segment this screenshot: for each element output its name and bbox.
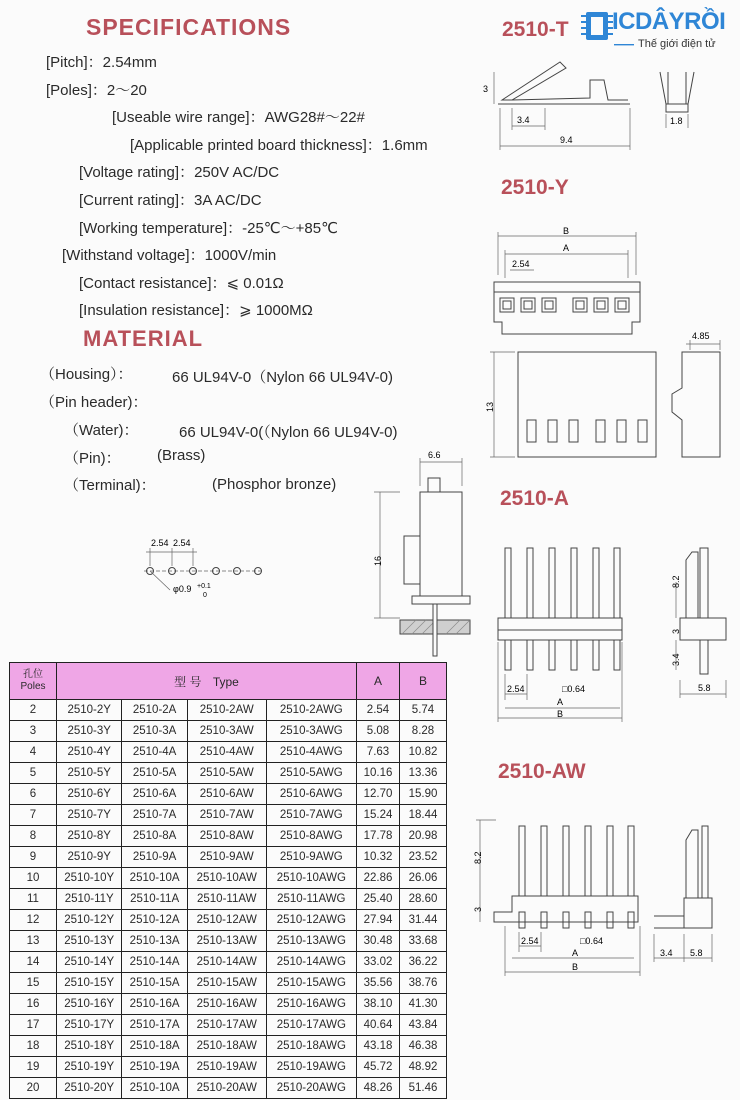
table-cell: 2510-19Y <box>57 1057 122 1078</box>
col-b: B <box>400 663 447 700</box>
table-cell: 2510-11A <box>122 889 187 910</box>
spec-poles: [Poles]：2～20 <box>46 82 147 99</box>
material-pin-header-label: （Pin header)： <box>40 394 148 411</box>
table-cell: 2510-11Y <box>57 889 122 910</box>
table-row <box>10 1036 447 1057</box>
table-cell: 22.86 <box>357 868 400 889</box>
table-cell: 2510-9AW <box>187 847 266 868</box>
t-dim-1-8: 1.8 <box>670 116 683 126</box>
table-cell: 2510-3Y <box>57 721 122 742</box>
table-cell: 35.56 <box>357 973 400 994</box>
table-cell: 2510-12Y <box>57 910 122 931</box>
table-cell: 10.82 <box>400 742 447 763</box>
table-cell: 2510-2AWG <box>266 700 356 721</box>
table-cell: 2510-4AWG <box>266 742 356 763</box>
aw-dim-8-2: 8.2 <box>473 851 483 864</box>
table-cell: 2510-17AWG <box>266 1015 356 1036</box>
y-dim-a: A <box>563 243 570 253</box>
a-dim-2-54: 2.54 <box>507 684 525 694</box>
table-cell: 8.28 <box>400 721 447 742</box>
table-cell: 2510-17AW <box>187 1015 266 1036</box>
table-row <box>10 994 447 1015</box>
table-cell: 10.32 <box>357 847 400 868</box>
table-cell: 5.74 <box>400 700 447 721</box>
table-row <box>10 721 447 742</box>
spec-contact-resistance: [Contact resistance]：⩽ 0.01Ω <box>79 275 284 292</box>
table-cell: 8 <box>10 826 57 847</box>
table-cell: 12 <box>10 910 57 931</box>
table-cell: 2510-12AW <box>187 910 266 931</box>
table-cell: 2510-17A <box>122 1015 187 1036</box>
table-cell: 2510-7AW <box>187 805 266 826</box>
table-cell: 2510-8Y <box>57 826 122 847</box>
table-cell: 18.44 <box>400 805 447 826</box>
aw-dim-3: 3 <box>473 906 483 912</box>
table-cell: 31.44 <box>400 910 447 931</box>
material-terminal-label: （Terminal)： <box>64 477 156 494</box>
table-cell: 2510-14AWG <box>266 952 356 973</box>
material-housing-value: 66 UL94V-0（Nylon 66 UL94V-0) <box>172 369 393 386</box>
table-cell: 2510-10Y <box>57 868 122 889</box>
material-heading: MATERIAL <box>83 326 204 351</box>
table-row <box>10 889 447 910</box>
table-cell: 2510-5Y <box>57 763 122 784</box>
table-cell: 23.52 <box>400 847 447 868</box>
table-cell: 2510-6A <box>122 784 187 805</box>
table-row <box>10 1015 447 1036</box>
table-cell: 2510-17Y <box>57 1015 122 1036</box>
a-dim-3-4: 3.4 <box>671 653 681 666</box>
spec-pitch: [Pitch]：2.54mm <box>46 54 157 71</box>
drawing-2510-aw-front <box>476 820 640 976</box>
hole-dim-2-54-a: 2.54 <box>151 538 169 548</box>
table-cell: 48.92 <box>400 1057 447 1078</box>
table-cell: 15.90 <box>400 784 447 805</box>
table-cell: 2510-6AW <box>187 784 266 805</box>
a-dim-a: A <box>557 697 564 707</box>
table-cell: 2510-18AWG <box>266 1036 356 1057</box>
spec-current-rating: [Current rating]：3A AC/DC <box>79 192 262 209</box>
table-row <box>10 952 447 973</box>
table-cell: 2510-7AWG <box>266 805 356 826</box>
material-water-label: （Water)： <box>64 422 139 439</box>
table-cell: 2510-16AW <box>187 994 266 1015</box>
table-cell: 2510-10AW <box>187 868 266 889</box>
a-dim-8-2: 8.2 <box>671 575 681 588</box>
table-cell: 2510-15AW <box>187 973 266 994</box>
table-cell: 2510-13A <box>122 931 187 952</box>
drawing-2510-a-front <box>498 548 622 722</box>
table-cell: 20.98 <box>400 826 447 847</box>
table-cell: 2510-10AWG <box>266 868 356 889</box>
table-cell: 12.70 <box>357 784 400 805</box>
table-cell: 2510-18A <box>122 1036 187 1057</box>
table-cell: 2.54 <box>357 700 400 721</box>
table-row <box>10 847 447 868</box>
hole-dim-tol-plus: +0.1 <box>197 583 211 590</box>
table-cell: 2510-7A <box>122 805 187 826</box>
logo-tagline: Thế giới điện tử <box>638 38 716 50</box>
col-type-cn: 型 号 <box>174 674 202 689</box>
table-row <box>10 931 447 952</box>
a-dim-3: 3 <box>671 628 681 634</box>
drawing-title-2510-a: 2510-A <box>500 487 569 510</box>
table-cell: 2510-11AW <box>187 889 266 910</box>
table-cell: 2510-14AW <box>187 952 266 973</box>
table-row <box>10 805 447 826</box>
table-cell: 28.60 <box>400 889 447 910</box>
table-cell: 43.18 <box>357 1036 400 1057</box>
table-cell: 2510-8A <box>122 826 187 847</box>
table-cell: 2510-3A <box>122 721 187 742</box>
spec-insulation-resistance: [Insulation resistance]：⩾ 1000MΩ <box>79 302 313 319</box>
table-header-row <box>10 663 447 700</box>
aw-dim-b: B <box>572 962 579 972</box>
table-cell: 2510-19AWG <box>266 1057 356 1078</box>
table-cell: 19 <box>10 1057 57 1078</box>
table-cell: 2 <box>10 700 57 721</box>
specifications-heading: SPECIFICATIONS <box>86 14 292 40</box>
table-cell: 48.26 <box>357 1078 400 1099</box>
table-cell: 2510-16AWG <box>266 994 356 1015</box>
table-row <box>10 742 447 763</box>
a-dim-0-64: □0.64 <box>562 684 585 694</box>
table-cell: 2510-13AW <box>187 931 266 952</box>
table-cell: 2510-14A <box>122 952 187 973</box>
table-cell: 2510-4AW <box>187 742 266 763</box>
y-dim-4-85: 4.85 <box>692 331 710 341</box>
table-cell: 40.64 <box>357 1015 400 1036</box>
table-cell: 2510-5AW <box>187 763 266 784</box>
table-cell: 5 <box>10 763 57 784</box>
col-a: A <box>357 663 400 700</box>
table-cell: 7 <box>10 805 57 826</box>
table-cell: 4 <box>10 742 57 763</box>
table-row <box>10 763 447 784</box>
table-cell: 30.48 <box>357 931 400 952</box>
hole-dim-2-54-b: 2.54 <box>173 538 191 548</box>
table-cell: 2510-7Y <box>57 805 122 826</box>
table-cell: 26.06 <box>400 868 447 889</box>
material-terminal-value: (Phosphor bronze) <box>212 476 337 493</box>
table-cell: 2510-4Y <box>57 742 122 763</box>
table-row <box>10 1078 447 1099</box>
logo-brand: ICDÂYRỒI <box>612 8 726 35</box>
drawing-title-2510-y: 2510-Y <box>501 176 569 199</box>
table-cell: 9 <box>10 847 57 868</box>
t-dim-3: 3 <box>483 84 489 94</box>
table-cell: 2510-12AWG <box>266 910 356 931</box>
table-cell: 33.68 <box>400 931 447 952</box>
material-water-value: 66 UL94V-0(（Nylon 66 UL94V-0) <box>179 424 398 441</box>
spec-working-temperature: [Working temperature]：-25℃～+85℃ <box>79 220 338 237</box>
table-cell: 2510-18AW <box>187 1036 266 1057</box>
table-cell: 10.16 <box>357 763 400 784</box>
table-cell: 2510-9AWG <box>266 847 356 868</box>
table-cell: 7.63 <box>357 742 400 763</box>
table-cell: 2510-9Y <box>57 847 122 868</box>
table-cell: 2510-15Y <box>57 973 122 994</box>
table-cell: 2510-16A <box>122 994 187 1015</box>
table-cell: 36.22 <box>400 952 447 973</box>
table-cell: 18 <box>10 1036 57 1057</box>
table-cell: 33.02 <box>357 952 400 973</box>
table-cell: 2510-5AWG <box>266 763 356 784</box>
spec-withstand-voltage: [Withstand voltage]：1000V/min <box>62 247 277 264</box>
table-cell: 2510-20AWG <box>266 1078 356 1099</box>
table-cell: 2510-19AW <box>187 1057 266 1078</box>
table-cell: 2510-15A <box>122 973 187 994</box>
spec-board-thickness: [Applicable printed board thickness]：1.6mm <box>130 137 428 154</box>
table-cell: 2510-16Y <box>57 994 122 1015</box>
table-cell: 27.94 <box>357 910 400 931</box>
table-cell: 2510-2AW <box>187 700 266 721</box>
table-cell: 51.46 <box>400 1078 447 1099</box>
table-cell: 2510-19A <box>122 1057 187 1078</box>
table-cell: 2510-5A <box>122 763 187 784</box>
pin-dim-16: 16 <box>373 555 383 566</box>
material-housing-label: （Housing）： <box>40 366 133 383</box>
col-type <box>57 663 357 700</box>
table-cell: 11 <box>10 889 57 910</box>
table-cell: 2510-10A <box>122 868 187 889</box>
y-dim-b: B <box>563 226 570 236</box>
table-cell: 2510-10A <box>122 1078 187 1099</box>
drawing-2510-aw-side <box>654 826 712 962</box>
material-pin-label: （Pin)： <box>64 450 121 467</box>
table-cell: 13 <box>10 931 57 952</box>
table-cell: 10 <box>10 868 57 889</box>
table-cell: 2510-11AWG <box>266 889 356 910</box>
drawing-2510-a-side <box>676 548 726 698</box>
table-row <box>10 700 447 721</box>
table-cell: 17.78 <box>357 826 400 847</box>
table-cell: 3 <box>10 721 57 742</box>
table-cell: 6 <box>10 784 57 805</box>
aw-dim-2-54: 2.54 <box>521 936 539 946</box>
table-row <box>10 868 447 889</box>
table-cell: 2510-13Y <box>57 931 122 952</box>
hole-dim-tol-zero: 0 <box>203 592 207 599</box>
t-dim-9-4: 9.4 <box>560 135 573 145</box>
aw-dim-3-4: 3.4 <box>660 948 673 958</box>
aw-dim-0-64: □0.64 <box>580 936 603 946</box>
col-poles-cn: 孔位 <box>23 669 43 680</box>
spec-voltage-rating: [Voltage rating]：250V AC/DC <box>79 164 280 181</box>
table-row <box>10 910 447 931</box>
material-pin-value: (Brass) <box>157 447 206 464</box>
table-row <box>10 784 447 805</box>
hole-dim-phi: φ0.9 <box>173 584 192 594</box>
table-cell: 2510-14Y <box>57 952 122 973</box>
table-cell: 2510-3AWG <box>266 721 356 742</box>
table-cell: 2510-9A <box>122 847 187 868</box>
table-cell: 16 <box>10 994 57 1015</box>
pin-dim-6-6: 6.6 <box>428 450 441 460</box>
table-row <box>10 1057 447 1078</box>
table-cell: 2510-13AWG <box>266 931 356 952</box>
table-cell: 2510-20Y <box>57 1078 122 1099</box>
table-cell: 2510-15AWG <box>266 973 356 994</box>
table-cell: 20 <box>10 1078 57 1099</box>
aw-dim-a: A <box>572 948 579 958</box>
table-cell: 2510-4A <box>122 742 187 763</box>
table-cell: 2510-18Y <box>57 1036 122 1057</box>
table-cell: 14 <box>10 952 57 973</box>
t-dim-3-4: 3.4 <box>517 115 530 125</box>
table-cell: 38.10 <box>357 994 400 1015</box>
table-cell: 2510-2Y <box>57 700 122 721</box>
drawing-title-2510-aw: 2510-AW <box>498 760 586 783</box>
table-cell: 41.30 <box>400 994 447 1015</box>
a-dim-5-8: 5.8 <box>698 683 711 693</box>
table-cell: 13.36 <box>400 763 447 784</box>
table-cell: 15.24 <box>357 805 400 826</box>
y-dim-2-54: 2.54 <box>512 259 530 269</box>
table-cell: 2510-6AWG <box>266 784 356 805</box>
table-cell: 2510-3AW <box>187 721 266 742</box>
table-cell: 17 <box>10 1015 57 1036</box>
col-poles <box>10 663 57 700</box>
spec-wire-range: [Useable wire range]：AWG28#～22# <box>112 109 365 126</box>
table-row <box>10 973 447 994</box>
col-type-en: Type <box>212 674 239 689</box>
drawing-title-2510-t: 2510-T <box>502 18 569 41</box>
table-cell: 45.72 <box>357 1057 400 1078</box>
table-cell: 15 <box>10 973 57 994</box>
table-row <box>10 826 447 847</box>
table-cell: 2510-8AWG <box>266 826 356 847</box>
table-cell: 2510-2A <box>122 700 187 721</box>
table-cell: 25.40 <box>357 889 400 910</box>
type-table <box>9 662 447 1099</box>
aw-dim-5-8: 5.8 <box>690 948 703 958</box>
table-cell: 2510-12A <box>122 910 187 931</box>
y-dim-13: 13 <box>485 401 495 412</box>
table-cell: 2510-8AW <box>187 826 266 847</box>
table-cell: 43.84 <box>400 1015 447 1036</box>
table-cell: 2510-20AW <box>187 1078 266 1099</box>
a-dim-b: B <box>557 709 564 719</box>
table-cell: 38.76 <box>400 973 447 994</box>
table-cell: 46.38 <box>400 1036 447 1057</box>
drawing-2510-y-front <box>490 340 720 457</box>
col-poles-en: Poles <box>20 681 46 692</box>
table-cell: 5.08 <box>357 721 400 742</box>
drawing-pin-section <box>374 458 470 656</box>
table-cell: 2510-6Y <box>57 784 122 805</box>
